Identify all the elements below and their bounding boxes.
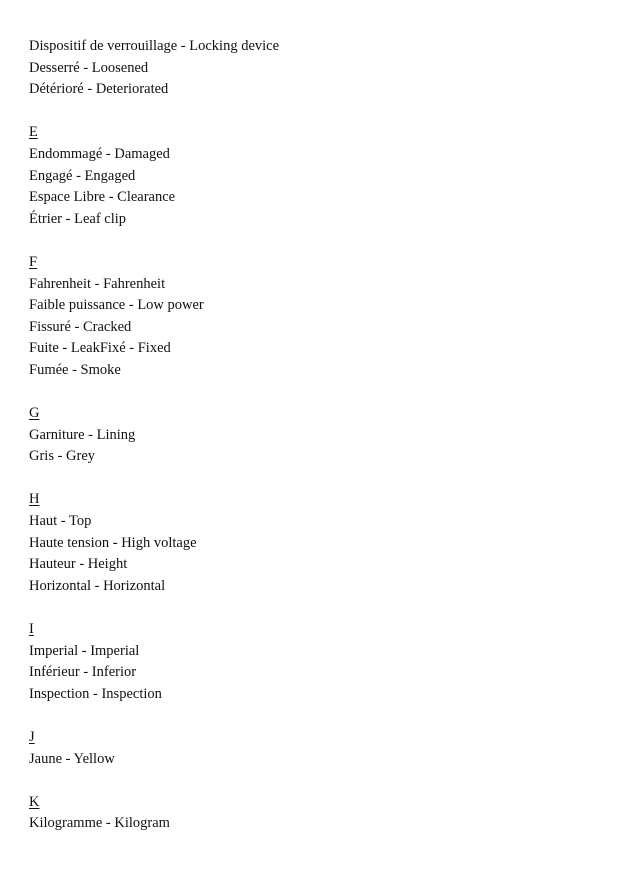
spacer bbox=[29, 597, 618, 619]
glossary-entry: Horizontal - Horizontal bbox=[29, 577, 166, 594]
glossary-entry: Inspection - Inspection bbox=[29, 685, 162, 702]
glossary-entry: Hauteur - Height bbox=[29, 556, 128, 573]
glossary-entry: Gris - Grey bbox=[29, 448, 96, 465]
glossary-entry: Imperial - Imperial bbox=[29, 642, 140, 659]
glossary-entry: Jaune - Yellow bbox=[29, 750, 115, 767]
glossary-entry: Fuite - LeakFixé - Fixed bbox=[29, 340, 171, 357]
spacer bbox=[29, 705, 618, 727]
glossary-entry: Haut - Top bbox=[29, 513, 92, 530]
section-letter-h: H bbox=[29, 491, 40, 508]
glossary-entry: Inférieur - Inferior bbox=[29, 664, 137, 681]
glossary-entry: Étrier - Leaf clip bbox=[29, 210, 127, 227]
section-f bbox=[29, 252, 618, 382]
glossary-entry: Desserré - Loosened bbox=[29, 59, 149, 76]
glossary-entry: Haute tension - High voltage bbox=[29, 534, 197, 551]
section-k bbox=[29, 792, 618, 835]
glossary-entry: Détérioré - Deteriorated bbox=[29, 81, 169, 98]
glossary-entry: Dispositif de verrouillage - Locking device bbox=[29, 38, 280, 54]
spacer bbox=[29, 101, 618, 123]
glossary-entry: Fahrenheit - Fahrenheit bbox=[29, 275, 166, 292]
glossary-entry: Faible puissance - Low power bbox=[29, 297, 204, 314]
spacer bbox=[29, 468, 618, 490]
spacer bbox=[29, 382, 618, 404]
glossary-entry: Fumée - Smoke bbox=[29, 361, 121, 378]
spacer bbox=[29, 230, 618, 252]
section-j bbox=[29, 727, 618, 770]
section-letter-e: E bbox=[29, 124, 38, 141]
glossary-entry: Endommagé - Damaged bbox=[29, 145, 170, 162]
section-letter-j: J bbox=[29, 729, 35, 745]
section-letter-k: K bbox=[29, 793, 40, 810]
glossary-entry: Espace Libre - Clearance bbox=[29, 189, 176, 206]
section-h bbox=[29, 489, 618, 597]
section-letter-i: I bbox=[29, 621, 34, 638]
section-e bbox=[29, 122, 618, 230]
spacer bbox=[29, 770, 618, 792]
intro-entries bbox=[29, 36, 618, 101]
section-letter-g: G bbox=[29, 405, 40, 422]
section-letter-f: F bbox=[29, 253, 38, 270]
glossary-entry: Kilogramme - Kilogram bbox=[29, 815, 170, 832]
section-i bbox=[29, 619, 618, 705]
section-g bbox=[29, 403, 618, 468]
glossary-entry: Garniture - Lining bbox=[29, 426, 136, 443]
glossary-entry: Engagé - Engaged bbox=[29, 167, 136, 184]
glossary-entry: Fissuré - Cracked bbox=[29, 318, 132, 335]
glossary-page bbox=[29, 36, 618, 835]
